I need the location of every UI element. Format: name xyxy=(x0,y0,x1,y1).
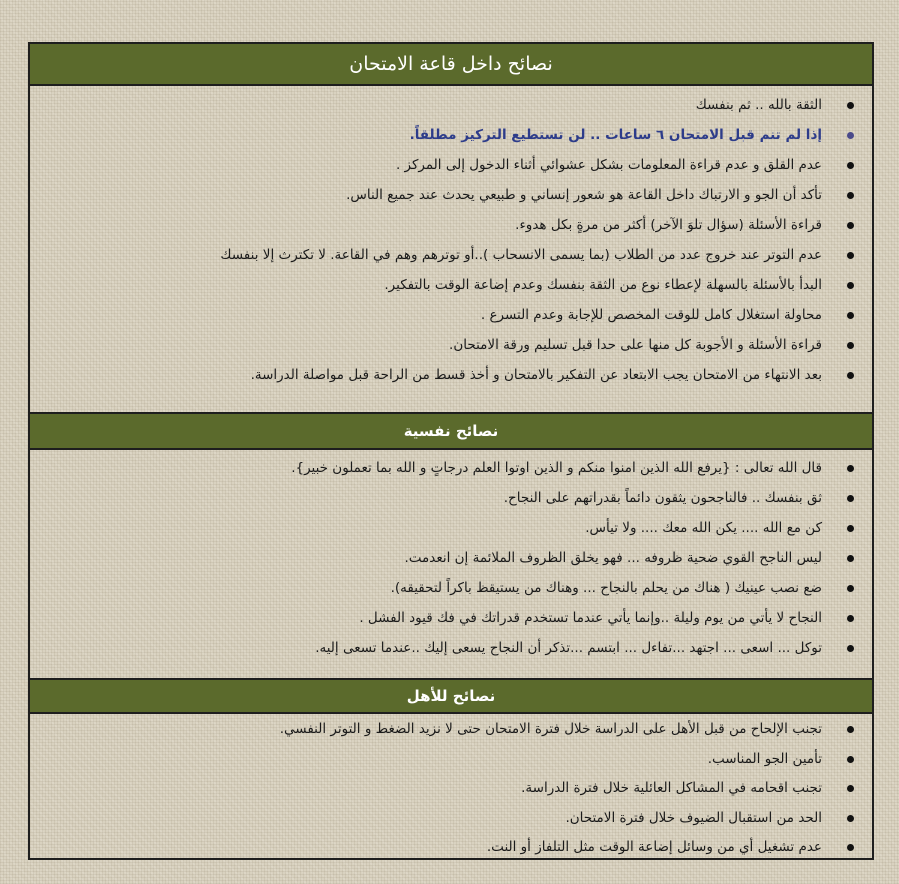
list-item: ثق بنفسك .. فالناجحون يثقون دائماً بقدراتهم على النجاح. xyxy=(30,483,872,513)
list-item: عدم التوتر عند خروج عدد من الطلاب (بما يسمى الانسحاب )..أو توترهم وهم في القاعة. لا تكترث إلا بنفسك xyxy=(30,240,872,270)
list-item: بعد الانتهاء من الامتحان يجب الابتعاد عن التفكير بالامتحان و أخذ قسط من الراحة قبل مواصلة الدراسة. xyxy=(30,360,872,390)
list-item: كن مع الله .... يكن الله معك .... ولا تيأس. xyxy=(30,513,872,543)
list-item: الثقة بالله .. ثم بنفسك xyxy=(30,90,872,120)
list-item: محاولة استغلال كامل للوقت المخصص للإجابة وعدم التسرع . xyxy=(30,300,872,330)
list-item: قال الله تعالى : {يرفع الله الذين امنوا منكم و الذين اوتوا العلم درجاتٍ و الله بما تعملون خبير}. xyxy=(30,453,872,483)
parents-list xyxy=(30,715,872,863)
list-item: تأكد أن الجو و الارتباك داخل القاعة هو شعور إنساني و طبيعي يحدث عند جميع الناس. xyxy=(30,180,872,210)
exam-hall-list xyxy=(30,90,872,390)
list-item: البدأ بالأسئلة بالسهلة لإعطاء نوع من الثقة بنفسك وعدم إضاعة الوقت بالتفكير. xyxy=(30,270,872,300)
psychological-list xyxy=(30,453,872,663)
list-item: قراءة الأسئلة و الأجوبة كل منها على حدا قبل تسليم ورقة الامتحان. xyxy=(30,330,872,360)
list-item: النجاح لا يأتي من يوم وليلة ..وإنما يأتي عندما تستخدم قدراتك في فك قيود الفشل . xyxy=(30,603,872,633)
list-item: تأمين الجو المناسب. xyxy=(30,745,872,775)
list-item: الحد من استقبال الضيوف خلال فترة الامتحان. xyxy=(30,804,872,834)
list-item: عدم تشغيل أي من وسائل إضاعة الوقت مثل التلفاز أو النت. xyxy=(30,833,872,863)
list-item: تجنب اقحامه في المشاكل العائلية خلال فترة الدراسة. xyxy=(30,774,872,804)
tips-table xyxy=(28,42,874,860)
list-item: توكل ... اسعى ... اجتهد ...تفاءل ... ابتسم ...تذكر أن النجاح يسعى إليك ..عندما تسعى إليه. xyxy=(30,633,872,663)
list-item: ليس الناجح القوي ضحية ظروفه ... فهو يخلق الظروف الملائمة إن انعدمت. xyxy=(30,543,872,573)
psychological-title: نصائح نفسية xyxy=(30,412,872,450)
list-item: تجنب الإلحاح من قبل الأهل على الدراسة خلال فترة الامتحان حتى لا نزيد الضغط و التوتر النفسي. xyxy=(30,715,872,745)
list-item: ضع نصب عينيك ( هناك من يحلم بالنجاح ... وهناك من يستيقظ باكراً لتحقيقه). xyxy=(30,573,872,603)
parents-title: نصائح للأهل xyxy=(30,678,872,714)
list-item-highlight: إذا لم تنم قبل الامتحان ٦ ساعات .. لن تستطيع التركيز مطلقاً. xyxy=(30,120,872,150)
list-item: قراءة الأسئلة (سؤال تلوَ الآخر) أكثر من مرةٍ بكل هدوء. xyxy=(30,210,872,240)
list-item: عدم القلق و عدم قراءة المعلومات بشكل عشوائي أثناء الدخول إلى المركز . xyxy=(30,150,872,180)
exam-hall-title: نصائح داخل قاعة الامتحان xyxy=(30,42,872,86)
